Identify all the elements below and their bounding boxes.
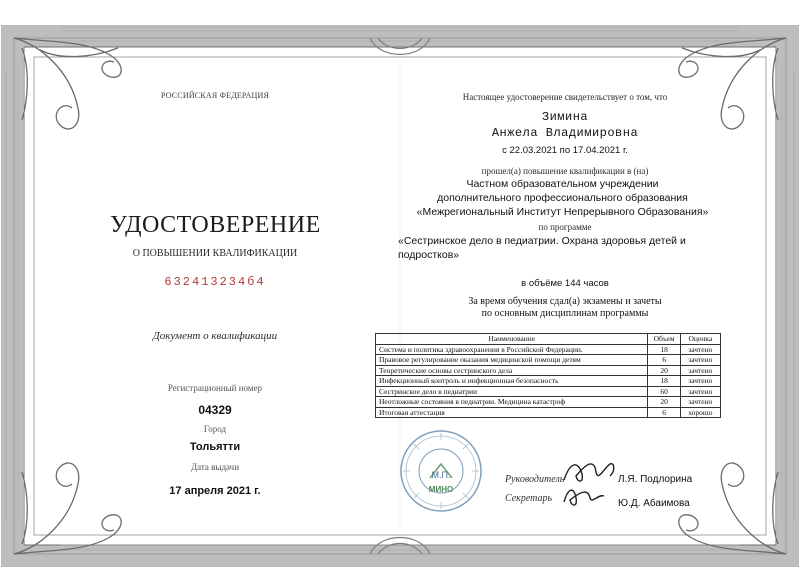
director-label: Руководитель [505,474,565,485]
table-row [376,355,721,366]
discipline-grade: зачтено [680,397,720,408]
discipline-hours: 18 [648,344,680,355]
program-line: подростков» [398,249,460,261]
serial-number: 632413234б4 [164,275,266,289]
stamp-center-text: М.П. [431,470,451,480]
column-header-grade: Оценка [680,334,720,345]
discipline-grade: хорошо [680,407,720,418]
table-row [376,397,721,408]
exams-note [430,296,700,320]
discipline-name: Итоговая аттестация [376,407,648,418]
registration-label: Регистрационный номер [167,383,263,393]
issue-date-label: Дата выдачи [190,462,240,472]
discipline-hours: 60 [648,386,680,397]
certificate-title: УДОСТОВЕРЕНИЕ [110,212,321,238]
discipline-grade: зачтено [680,386,720,397]
organization-line: дополнительного профессионального образования [437,192,688,204]
discipline-hours: 18 [648,376,680,387]
table-row [376,365,721,376]
discipline-grade: зачтено [680,376,720,387]
training-period: с 22.03.2021 по 17.04.2021 г. [502,145,628,156]
column-header-name: Наименование [376,334,648,345]
issue-date: 17 апреля 2021 г. [169,485,261,497]
table-row [376,376,721,387]
city-value: Тольятти [189,441,241,453]
program-volume: в объёме 144 часов [521,278,609,289]
discipline-grade: зачтено [680,365,720,376]
director-name: Л.Я. Подлорина [618,474,693,485]
discipline-name: Система и политика здравоохранения в Российской Федерации. [376,344,648,355]
secretary-signature [560,482,610,512]
discipline-hours: 20 [648,397,680,408]
secretary-label: Секретарь [505,493,553,504]
country-label: РОССИЙСКАЯ ФЕДЕРАЦИЯ [160,91,270,100]
table-header-row [376,334,721,345]
table-row [376,344,721,355]
registration-number: 04329 [198,403,232,417]
discipline-grade: зачтено [680,344,720,355]
organization-line: Частном образовательном учреждении [466,178,659,190]
column-header-volume: Объем [648,334,680,345]
organization-name [390,177,735,219]
disciplines-table [375,333,721,418]
exams-line: За время обучения сдал(а) экзамены и зачеты [468,296,662,307]
discipline-hours: 20 [648,365,680,376]
intro-text: Настоящее удостоверение свидетельствует о том, что [462,92,668,102]
table-row [376,407,721,418]
document-type-label: Документ о квалификации [152,330,278,342]
secretary-name: Ю.Д. Абаимова [618,498,690,509]
program-line: «Сестринское дело в педиатрии. Охрана здоровья детей и [398,235,686,247]
discipline-name: Неотложные состояния в педиатрии. Медицина катастроф [376,397,648,408]
city-label: Город [203,424,227,434]
passed-training-text: прошел(а) повышение квалификации в (на) [481,166,649,176]
holder-last-name: Зимина [541,110,589,124]
discipline-hours: 6 [648,355,680,366]
discipline-hours: 6 [648,407,680,418]
discipline-name: Инфекционный контроль и инфекционная безопасность [376,376,648,387]
discipline-name: Теоретические основы сестринского дела [376,365,648,376]
stamp-logo-text: МИНО [428,485,454,494]
organization-line: «Межрегиональный Институт Непрерывного Образования» [416,206,709,218]
certificate-subtitle: О ПОВЫШЕНИИ КВАЛИФИКАЦИИ [132,248,298,259]
by-program-label: по программе [538,222,592,232]
discipline-name: Правовое регулирование оказания медицинской помощи детям [376,355,648,366]
exams-line: по основным дисциплинам программы [481,308,649,319]
program-name [398,234,728,262]
discipline-name: Сестринское дело в педиатрии [376,386,648,397]
table-row [376,386,721,397]
discipline-grade: зачтено [680,355,720,366]
holder-name-patronymic: Анжела Владимировна [491,126,639,140]
